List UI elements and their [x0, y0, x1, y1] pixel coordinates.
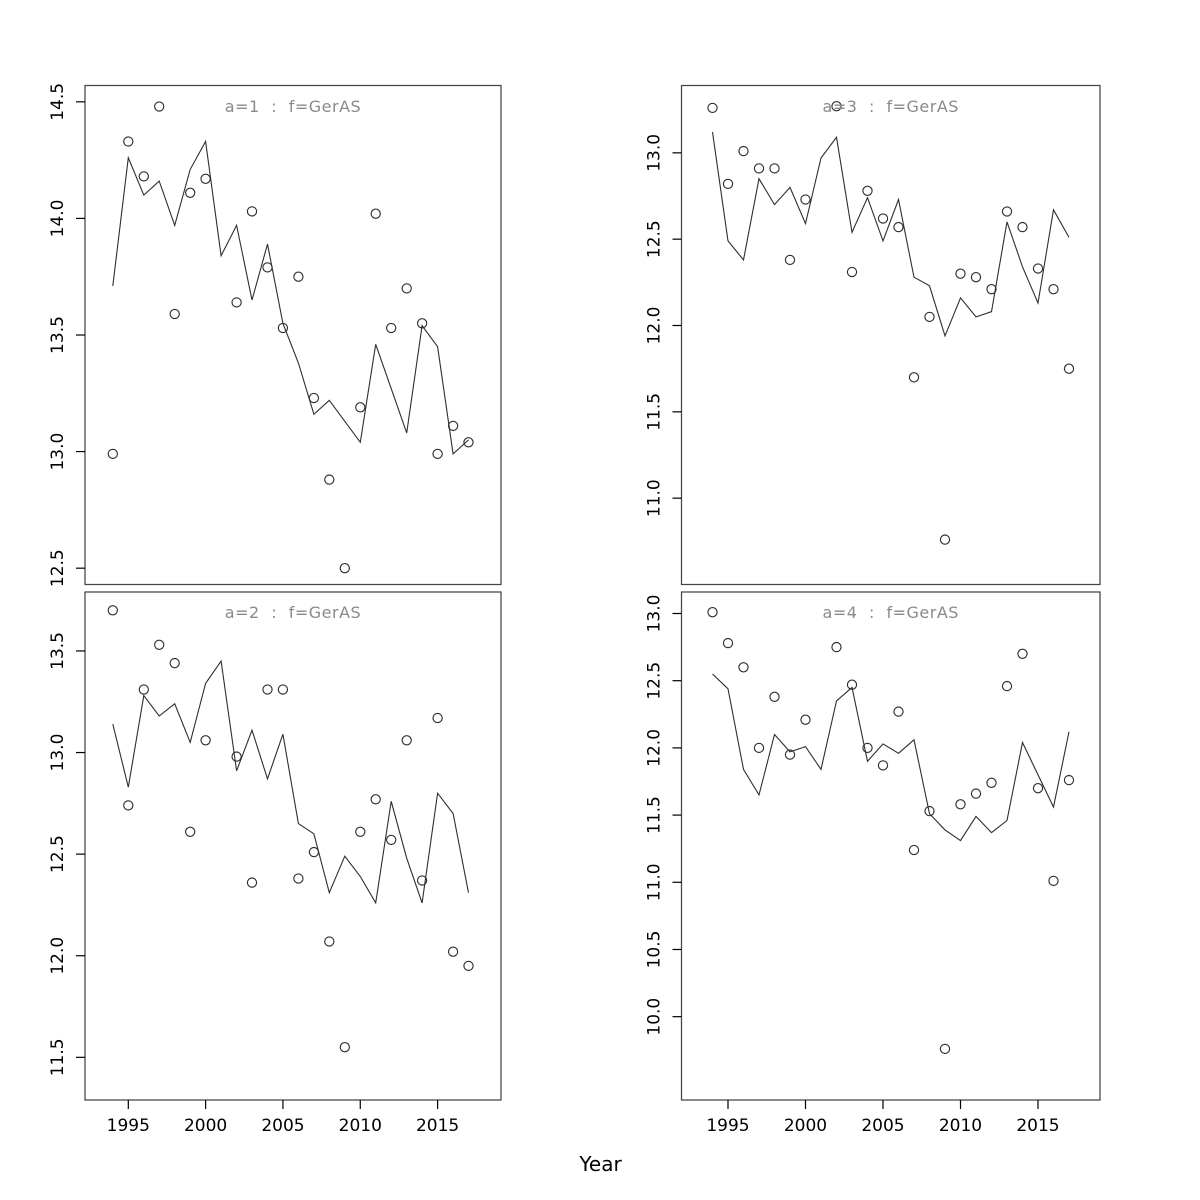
data-point [186, 188, 195, 197]
data-point [940, 535, 949, 544]
y-tick-label: 11.0 [644, 479, 665, 518]
y-tick-label: 13.0 [644, 133, 665, 172]
data-point [433, 449, 442, 458]
y-tick-label: 12.0 [644, 728, 665, 767]
data-point [371, 209, 380, 218]
data-point [433, 713, 442, 722]
data-point [402, 736, 411, 745]
data-point [723, 179, 732, 188]
x-tick-label: 2005 [261, 1116, 305, 1136]
data-point [940, 1044, 949, 1053]
panel-frame [682, 592, 1101, 1100]
data-point [325, 475, 334, 484]
data-point [139, 172, 148, 181]
y-tick-label: 13.5 [48, 631, 68, 670]
data-point [801, 195, 810, 204]
y-tick-label: 12.0 [644, 306, 665, 345]
y-tick-label: 12.5 [48, 835, 68, 874]
data-point [186, 827, 195, 836]
data-point [155, 640, 164, 649]
y-tick-label: 13.5 [48, 316, 68, 354]
y-tick-label: 13.0 [644, 594, 665, 633]
data-point [263, 685, 272, 694]
fitted-line [113, 142, 469, 454]
y-tick-label: 11.0 [644, 863, 665, 902]
data-point [754, 164, 763, 173]
data-point [987, 778, 996, 787]
x-tick-label: 1995 [706, 1116, 750, 1136]
data-point [987, 285, 996, 294]
panel-frame [85, 86, 501, 585]
y-tick-label: 14.5 [48, 82, 68, 121]
fitted-line [713, 132, 1070, 336]
data-point [847, 267, 856, 276]
data-point [387, 835, 396, 844]
data-point [402, 284, 411, 293]
data-point [464, 961, 473, 970]
data-point [1064, 776, 1073, 785]
data-point [801, 715, 810, 724]
data-point [894, 707, 903, 716]
data-point [294, 272, 303, 281]
data-point [739, 147, 748, 156]
data-point [340, 1043, 349, 1052]
y-tick-label: 13.0 [48, 432, 68, 471]
data-point [1033, 784, 1042, 793]
data-point [971, 273, 980, 282]
data-point [340, 564, 349, 573]
y-tick-label: 11.5 [48, 1038, 68, 1077]
data-point [294, 874, 303, 883]
x-axis-title: Year [579, 1152, 622, 1176]
data-point [878, 214, 887, 223]
data-point [201, 736, 210, 745]
data-point [1064, 364, 1073, 373]
y-tick-label: 12.5 [48, 549, 68, 588]
x-tick-label: 2015 [415, 1116, 460, 1136]
panel-frame [682, 86, 1101, 585]
data-point [278, 685, 287, 694]
panel-title-a4: a=4 : f=GerAS [822, 603, 959, 622]
data-point [170, 659, 179, 668]
data-point [1002, 207, 1011, 216]
data-point [1018, 223, 1027, 232]
data-point [863, 186, 872, 195]
y-tick-label: 11.5 [644, 796, 665, 835]
data-point [878, 761, 887, 770]
panel-title-a3: a=3 : f=GerAS [822, 96, 959, 116]
data-point [754, 743, 763, 752]
x-tick-label: 2015 [1016, 1116, 1060, 1136]
data-point [956, 800, 965, 809]
data-point [139, 685, 148, 694]
data-point [309, 393, 318, 402]
data-point [971, 789, 980, 798]
data-point [1049, 285, 1058, 294]
data-point [770, 692, 779, 701]
data-point [309, 848, 318, 857]
data-point [1049, 876, 1058, 885]
panel-frame [85, 592, 501, 1100]
data-point [1002, 682, 1011, 691]
data-point [108, 449, 117, 458]
x-tick-label: 2000 [783, 1116, 828, 1136]
data-point [909, 373, 918, 382]
data-point [124, 137, 133, 146]
x-tick-label: 2000 [183, 1116, 228, 1136]
data-point [263, 263, 272, 272]
data-point [449, 947, 458, 956]
y-tick-label: 13.0 [48, 733, 68, 772]
x-tick-label: 2010 [938, 1116, 983, 1136]
fitted-line [713, 674, 1070, 841]
data-point [325, 937, 334, 946]
data-point [356, 827, 365, 836]
data-point [247, 878, 256, 887]
data-point [356, 403, 365, 412]
data-point [247, 207, 256, 216]
data-point [894, 223, 903, 232]
x-tick-label: 2005 [861, 1116, 905, 1136]
y-tick-label: 12.0 [48, 936, 68, 975]
y-tick-label: 14.0 [48, 199, 68, 238]
fitted-line [113, 661, 469, 903]
panel-title-a2: a=2 : f=GerAS [224, 603, 362, 622]
data-point [909, 845, 918, 854]
y-tick-label: 11.5 [644, 392, 665, 431]
data-point [232, 752, 241, 761]
data-point [170, 309, 179, 318]
y-tick-label: 12.5 [644, 220, 665, 259]
data-point [1018, 649, 1027, 658]
data-point [785, 255, 794, 264]
data-point [449, 421, 458, 430]
data-point [201, 174, 210, 183]
y-tick-label: 10.5 [644, 930, 665, 969]
panel-title-a1: a=1 : f=GerAS [224, 96, 362, 116]
data-point [124, 801, 133, 810]
data-point [1033, 264, 1042, 273]
y-tick-label: 10.0 [644, 997, 665, 1036]
data-point [371, 795, 380, 804]
y-tick-label: 12.5 [644, 661, 665, 700]
data-point [387, 323, 396, 332]
data-point [956, 269, 965, 278]
data-point [832, 643, 841, 652]
data-point [770, 164, 779, 173]
x-tick-label: 1995 [106, 1116, 150, 1136]
data-point [739, 663, 748, 672]
data-point [723, 639, 732, 648]
data-point [925, 312, 934, 321]
data-point [232, 298, 241, 307]
x-tick-label: 2010 [338, 1116, 382, 1136]
